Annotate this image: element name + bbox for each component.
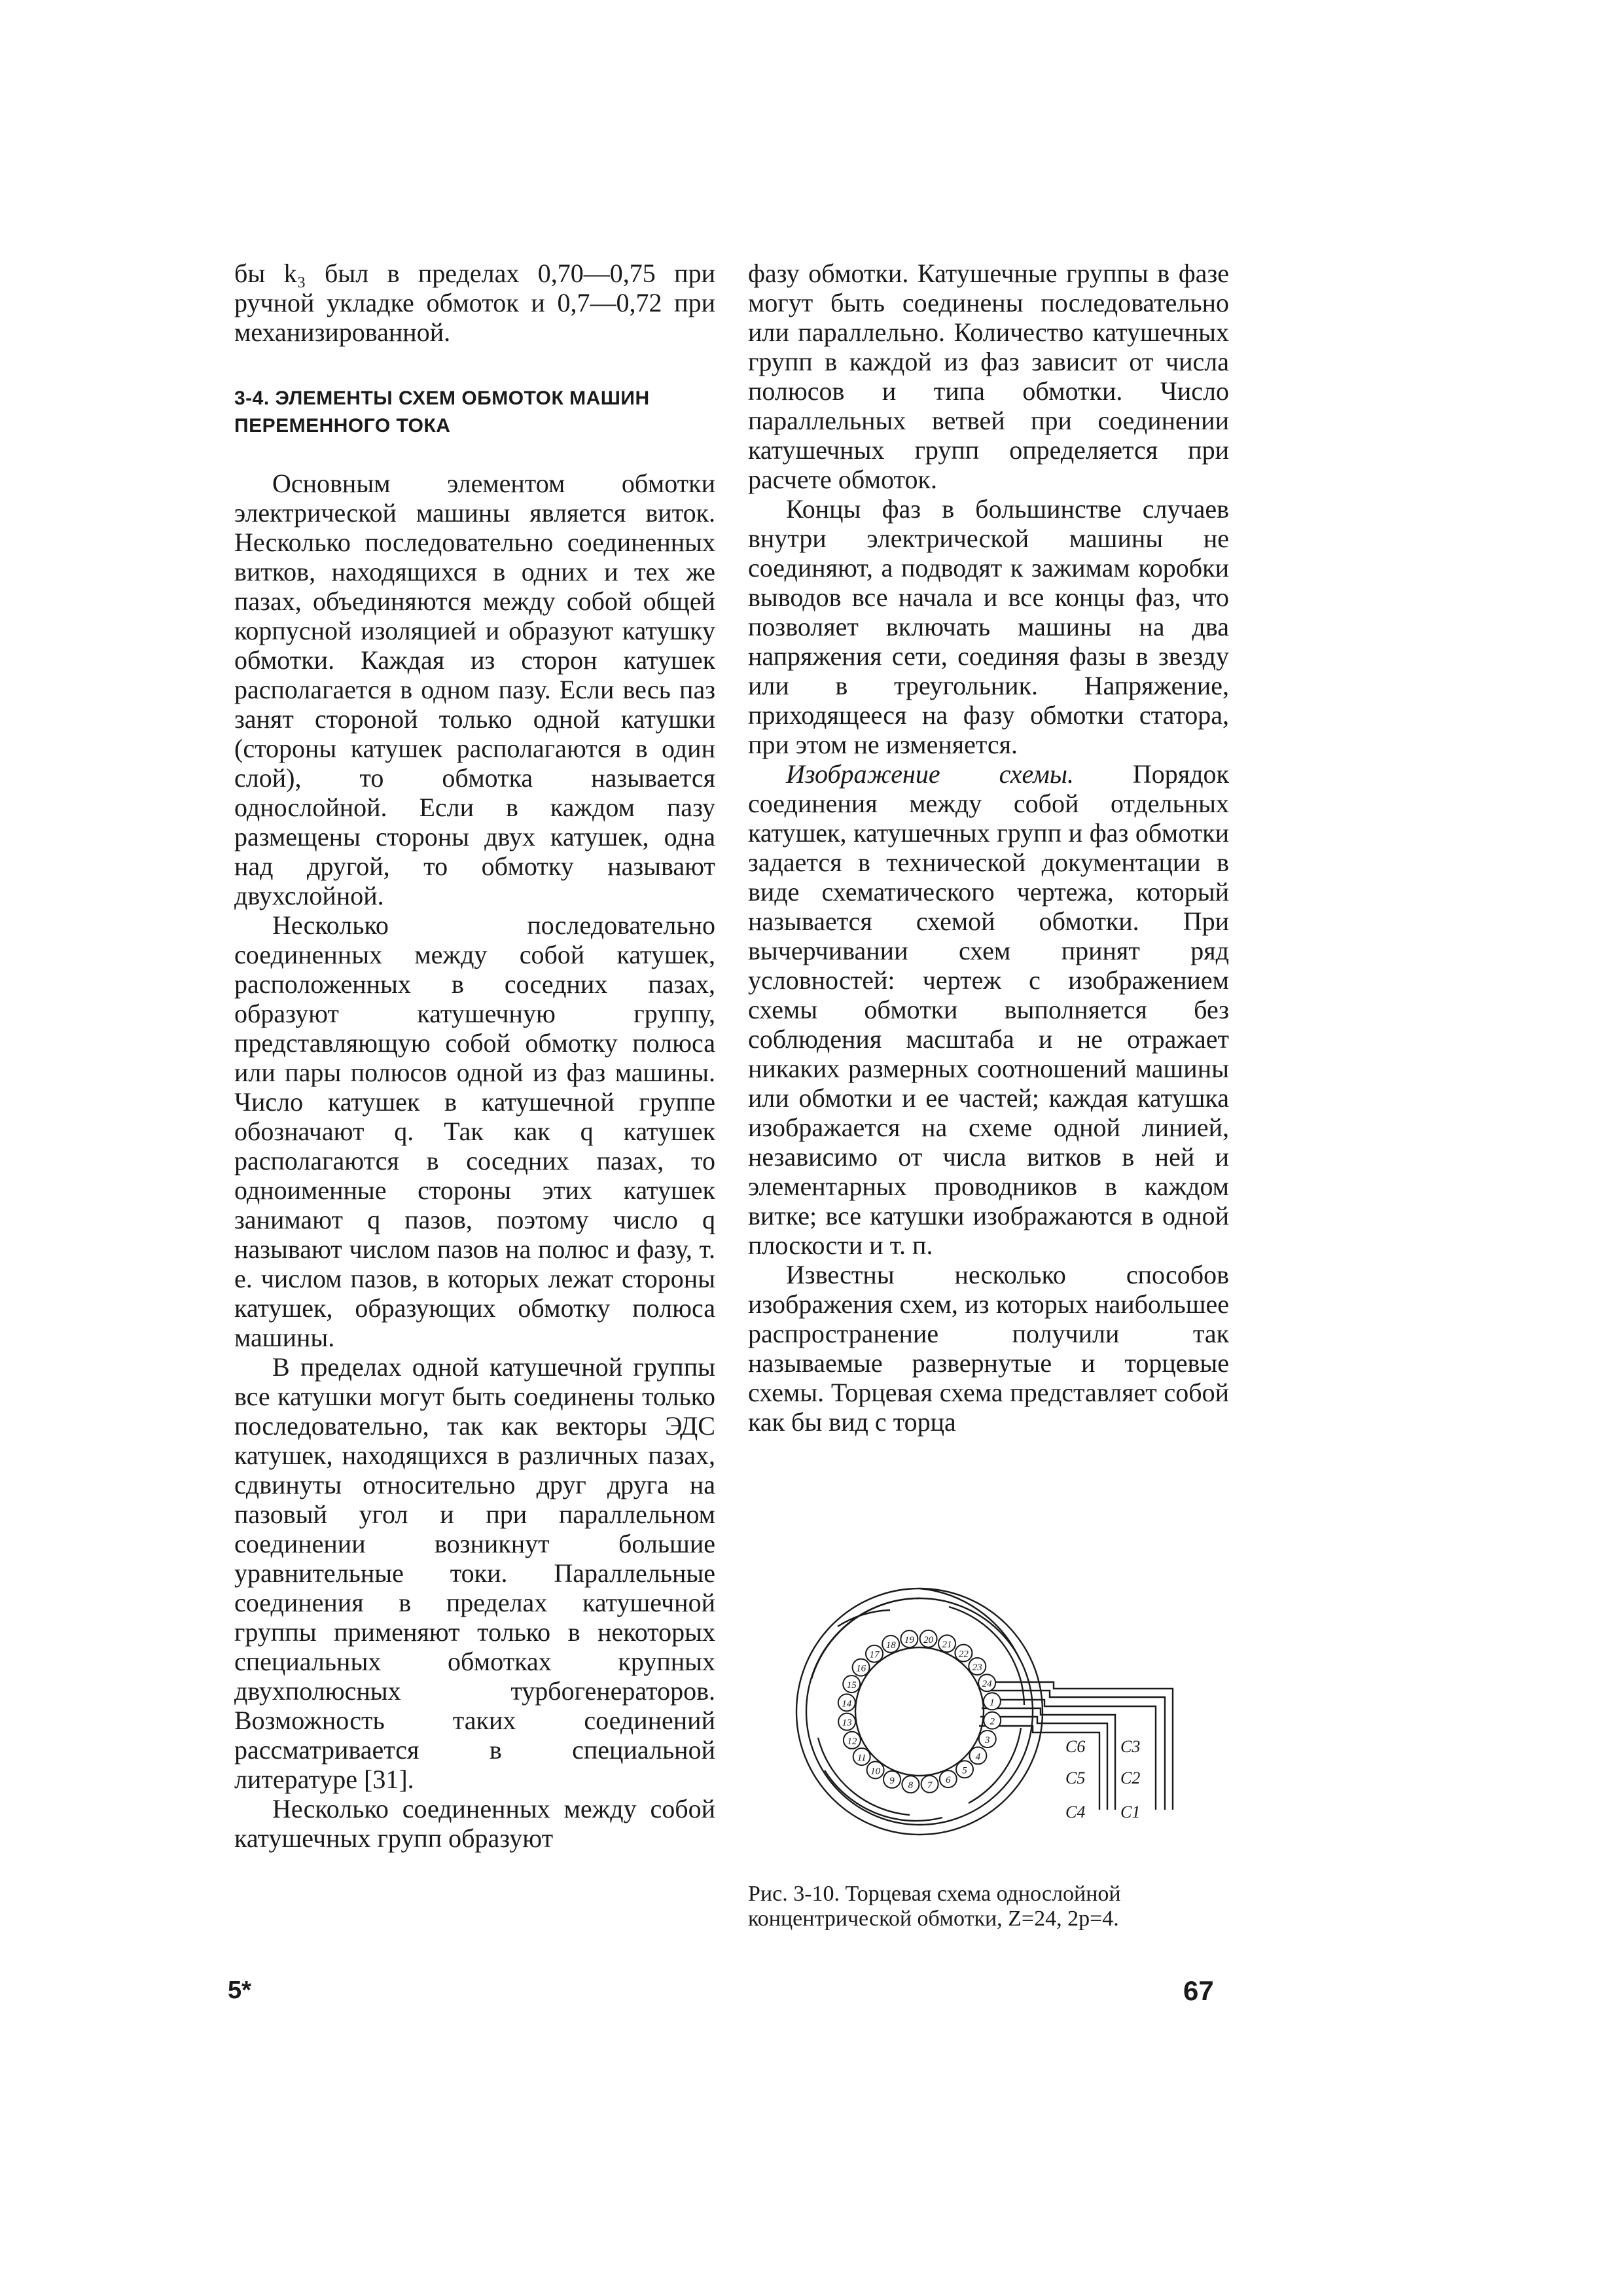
terminal-label: C2	[1120, 1768, 1141, 1787]
paragraph: Концы фаз в большинстве случаев внутри электрической машины не соединяют, а подводят к зажимам коробки выводов все начала и все концы фаз, что позволяет включать машины на два напряжения сети, соединяя фазы в звезду или в треугольник. Напряжение, приходящееся на фазу обмотки статора, при этом не изменяется.	[748, 494, 1229, 759]
figure-caption: Рис. 3-10. Торцевая схема однослойной концентрической обмотки, Z=24, 2p=4.	[748, 1882, 1121, 1931]
slot-number: 1	[990, 1697, 995, 1708]
slot-number: 7	[927, 1780, 933, 1791]
slot-number: 19	[904, 1635, 914, 1646]
slot-number: 4	[975, 1751, 981, 1763]
slot-number: 6	[946, 1775, 951, 1786]
paragraph-body: Порядок соединения между собой отдельных катушек, катушечных групп и фаз обмотки задается в технической документации в виде схематического чертежа, который называется схемой обмотки. При вычерчивании схем принят ряд условностей: чертеж с изображением схемы обмотки выполняется без соблюдения масштаба и не отражает никаких размерных соотношений машины или обмотки и ее частей; каждая катушка изображается на схеме одной линией, независимо от числа витков в ней и элементарных проводников в каждом витке; все катушки изображаются в одной плоскости и т. п.	[748, 759, 1229, 1260]
terminal-label: C3	[1120, 1737, 1141, 1756]
slot-number: 14	[842, 1698, 852, 1710]
paragraph: Несколько соединенных между собой катушечных групп образуют	[234, 1794, 715, 1853]
slot-number: 13	[842, 1717, 852, 1729]
terminal-label: C1	[1120, 1803, 1141, 1821]
section-heading: 3-4. ЭЛЕМЕНТЫ СХЕМ ОБМОТОК МАШИН ПЕРЕМЕННОГО ТОКА	[234, 387, 650, 437]
lead-wire	[980, 1717, 1107, 1810]
paragraph: бы k₃ был в пределах 0,70—0,75 при ручной укладке обмоток и 0,7—0,72 при механизированной.	[234, 259, 715, 347]
winding-diagram-svg	[772, 1574, 1224, 1849]
slot-number: 24	[982, 1679, 992, 1690]
slot-number: 9	[889, 1775, 895, 1786]
paragraph: Известны несколько способов изображения схем, из которых наибольшее распространение получили так называемые развернутые и торцевые схемы. Торцевая схема представляет собой как бы вид с торца	[748, 1260, 1229, 1437]
slot-number: 20	[923, 1634, 934, 1645]
slot-number: 12	[847, 1736, 857, 1747]
right-column	[748, 259, 1229, 1437]
slot-number: 21	[942, 1640, 952, 1651]
winding-diagram	[772, 1574, 1224, 1849]
terminal-label: C4	[1065, 1803, 1086, 1821]
terminal-label: C6	[1065, 1737, 1086, 1756]
paragraph	[748, 759, 1229, 1260]
stator-outer-ring	[796, 1588, 1043, 1835]
slot-number: 5	[962, 1765, 967, 1776]
slot-number: 23	[972, 1662, 982, 1673]
slot-number: 22	[958, 1649, 969, 1660]
slot-number: 3	[985, 1735, 990, 1746]
slot-labels	[838, 1630, 1001, 1793]
slot-number: 2	[990, 1716, 995, 1727]
terminal-label: C5	[1065, 1768, 1086, 1787]
slot-number: 15	[846, 1680, 857, 1691]
paragraph-lead-italic: Изображение схемы.	[786, 759, 1074, 789]
slot-number: 18	[885, 1640, 896, 1651]
slot-number: 8	[908, 1780, 914, 1791]
rotor-bore	[855, 1647, 984, 1776]
left-column	[234, 259, 715, 1853]
paragraph: фазу обмотки. Катушечные группы в фазе могут быть соединены последовательно или параллельно. Количество катушечных групп в каждой из фаз зависит от числа полюсов и типа обмотки. Число параллельных ветвей при соединении катушечных групп определяется при расчете обмоток.	[748, 259, 1229, 494]
paragraph: Несколько последовательно соединенных между собой катушек, расположенных в соседних пазах, образуют катушечную группу, представляющую собой обмотку полюса или пары полюсов одной из фаз машины. Число катушек в катушечной группе обозначают q. Так как q катушек располагаются в соседних пазах, то одноименные стороны этих катушек занимают q пазов, поэтому число q называют числом пазов на полюс и фазу, т. е. числом пазов, в которых лежат стороны катушек, образующих обмотку полюса машины.	[234, 910, 715, 1352]
paragraph: Основным элементом обмотки электрической машины является виток. Несколько последовательно соединенных витков, находящихся в одних и тех же пазах, объединяются между собой общей корпусной изоляцией и образуют катушку обмотки. Каждая из сторон катушек располагается в одном пазу. Если весь паз занят стороной только одной катушки (стороны катушек располагаются в один слой), то обмотка называется однослойной. Если в каждом пазу размещены стороны двух катушек, одна над другой, то обмотку называют двухслойной.	[234, 469, 715, 910]
paragraph: В пределах одной катушечной группы все катушки могут быть соединены только последовательно, так как векторы ЭДС катушек, находящихся в различных пазах, сдвинуты относительно друг друга на пазовый угол и при параллельном соединении возникнут большие уравнительные токи. Параллельные соединения в пределах катушечной группы применяют только в некоторых специальных обмотках крупных двухполюсных турбогенераторов. Возможность таких соединений рассматривается в специальной литературе [31].	[234, 1352, 715, 1794]
slot-number: 17	[869, 1649, 880, 1660]
slot-number: 10	[870, 1766, 881, 1777]
slot-number: 11	[857, 1753, 866, 1763]
page-number: 67	[1183, 1975, 1214, 2006]
signature-mark: 5*	[228, 1977, 251, 2004]
slot-number: 16	[856, 1663, 866, 1674]
